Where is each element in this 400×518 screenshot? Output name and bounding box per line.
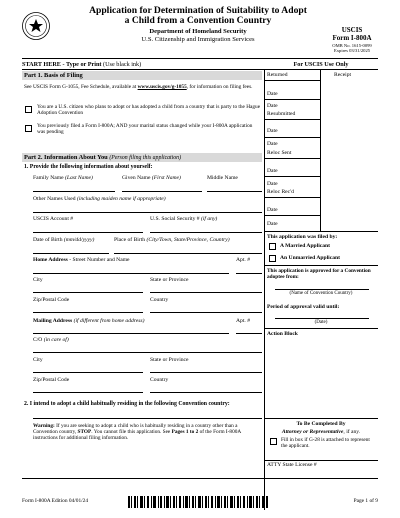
- home-state-label: State or Province: [150, 277, 189, 283]
- part2-item1: 1. Provide the following information about yourself:: [24, 164, 153, 170]
- home-city-label: City: [33, 277, 43, 283]
- sidebar-rule-3: [264, 119, 320, 120]
- header-rule: [22, 69, 378, 70]
- home-address-label: Home Address - Street Number and Name: [33, 257, 130, 263]
- g28-label: Fill in box if G-28 is attached to represent the applicant.: [281, 437, 370, 450]
- barcode: [128, 495, 268, 507]
- part2-heading: Part 2. Information About You (Person filing this application): [22, 153, 262, 162]
- ssn-field[interactable]: [150, 223, 262, 233]
- other-names-label: Other Names Used (including maiden name if appropriate): [33, 196, 166, 202]
- resubmitted-date2-label: Date: [267, 141, 278, 147]
- sidebar-bottom-rule: [22, 478, 378, 479]
- sidebar-rule-10: [264, 265, 378, 266]
- other-names-field[interactable]: [33, 203, 262, 213]
- home-country-field[interactable]: [150, 303, 262, 313]
- dob-label: Date of Birth (mm/dd/yyyy): [33, 237, 95, 243]
- g28-checkbox[interactable]: [270, 438, 277, 445]
- sidebar-rule-1: [264, 80, 320, 81]
- receipt-label: Receipt: [334, 72, 352, 78]
- sidebar-rule-7: [264, 197, 320, 198]
- sidebar-rule-8: [264, 215, 320, 216]
- department-name: Department of Homeland Security: [149, 28, 247, 35]
- mailing-country-field[interactable]: [150, 383, 262, 393]
- warning-text: Warning: If you are seeking to adopt a child who is habitually residing in a country other than a Convention country, STOP. You cannot file this application. See Pages 1 to 2 of the Form I-800A instructions for additional filing information.: [33, 423, 241, 442]
- resubmitted-label: Resubmitted: [267, 111, 296, 117]
- filed-by-label: This application was filed by:: [267, 234, 338, 240]
- approval-period-label: Period of approval valid until:: [267, 304, 340, 310]
- reloc-sent-date-label: Date: [267, 168, 278, 174]
- resubmitted-date-label: Date: [267, 128, 278, 134]
- sidebar-divider: [320, 69, 321, 232]
- home-apt-field[interactable]: [236, 264, 262, 274]
- convention-country-line: [275, 289, 369, 290]
- attorney-label: Attorney or Representative, if any.: [281, 429, 361, 435]
- home-zip-label: Zip/Postal Code: [33, 297, 70, 303]
- home-zip-field[interactable]: [33, 303, 143, 313]
- mailing-address-label: Mailing Address (if different from home address): [33, 318, 145, 324]
- given-name-label: Given Name (First Name): [122, 175, 181, 181]
- reloc-recd-label: Reloc Rec'd: [267, 189, 294, 195]
- mailing-state-field[interactable]: [150, 363, 262, 373]
- married-label: A Married Applicant: [280, 243, 331, 249]
- given-name-field[interactable]: [122, 182, 202, 192]
- form-number-label: Form I-800A: [332, 34, 372, 42]
- middle-name-field[interactable]: [207, 182, 262, 192]
- married-checkbox[interactable]: [269, 243, 276, 250]
- form-edition: Form I-800A Edition 04/01/24: [22, 498, 89, 504]
- part1-heading: Part 1. Basis of Filing: [22, 71, 262, 80]
- basis-option1-checkbox[interactable]: [25, 106, 32, 113]
- sidebar-rule-2: [264, 99, 320, 100]
- form-title-line2: a Child from a Convention Country: [124, 15, 272, 26]
- dhs-seal: [22, 12, 50, 40]
- middle-name-label: Middle Name: [207, 175, 238, 181]
- agency-name: U.S. Citizenship and Immigration Services: [141, 36, 255, 43]
- sidebar-rule-4: [264, 137, 320, 138]
- mailing-zip-field[interactable]: [33, 383, 143, 393]
- home-apt-label: Apt. #: [236, 257, 250, 263]
- unmarried-checkbox[interactable]: [269, 255, 276, 262]
- basis-option2-checkbox[interactable]: [25, 125, 32, 132]
- mailing-apt-label: Apt. #: [236, 318, 250, 324]
- atty-license-label: ATTY State License #: [267, 462, 317, 468]
- mailing-city-field[interactable]: [33, 363, 143, 373]
- sidebar-rule-5: [264, 158, 320, 159]
- top-rule: [22, 58, 378, 59]
- family-name-label: Family Name (Last Name): [33, 175, 93, 181]
- sidebar-rule-9: [264, 231, 378, 232]
- pob-label: Place of Birth (City/Town, State/Province, Country): [114, 237, 230, 243]
- uscis-account-label: USCIS Account #: [33, 216, 74, 222]
- home-state-field[interactable]: [150, 283, 262, 293]
- basis-option2-label: You previously filed a Form I-800A; AND your marital status changed while your I-800A application was pending: [37, 123, 253, 136]
- home-street-field[interactable]: [33, 264, 229, 274]
- omb-expires: Expires 03/31/2025: [333, 48, 371, 53]
- fee-info: See USCIS Form G-1055, Fee Schedule, available at www.uscis.gov/g-1055, for information on filing fees.: [24, 84, 253, 90]
- returned-label: Returned: [267, 72, 288, 78]
- uscis-account-field[interactable]: [33, 223, 143, 233]
- part2-item2: 2. I intend to adopt a child habitually residing in the following Convention country:: [24, 401, 230, 407]
- completed-by-label: To Be Completed By: [296, 421, 346, 427]
- page-number: Page 1 of 9: [353, 498, 378, 504]
- reloc-recd-date2-label: Date: [267, 221, 278, 227]
- home-country-label: Country: [150, 297, 169, 303]
- mailing-country-label: Country: [150, 377, 169, 383]
- home-city-field[interactable]: [33, 283, 143, 293]
- returned-date2-label: Date: [267, 103, 278, 109]
- mailing-street-field[interactable]: [33, 324, 229, 334]
- sidebar-rule-13: [264, 460, 378, 461]
- sidebar-left-border: [264, 69, 265, 510]
- ssn-label: U.S. Social Security # (if any): [150, 216, 218, 222]
- action-block-label: Action Block: [267, 331, 298, 337]
- mailing-city-label: City: [33, 357, 43, 363]
- mailing-apt-field[interactable]: [236, 324, 262, 334]
- omb-number: OMB No. 1615-0099: [332, 43, 372, 48]
- approved-for-label: This application is approved for a Convention adoptee from:: [267, 268, 371, 281]
- sidebar-rule-11: [264, 328, 378, 329]
- start-here: START HERE - Type or Print (Use black ink): [22, 61, 142, 68]
- basis-option1-label: You are a U.S. citizen who plans to adopt or has adopted a child from a country that is party to the Hague Adoption Convention: [37, 104, 261, 117]
- fee-schedule-link[interactable]: www.uscis.gov/g-1055: [137, 84, 187, 90]
- approval-date-line: [275, 318, 369, 319]
- reloc-recd-date-label: Date: [267, 207, 278, 213]
- pob-field[interactable]: [114, 244, 262, 254]
- family-name-field[interactable]: [33, 182, 115, 192]
- co-field[interactable]: [33, 343, 262, 353]
- unmarried-label: An Unmarried Applicant: [280, 255, 340, 261]
- convention-country-caption: (Name of Convention Country): [289, 291, 353, 296]
- form-agency-label: USCIS: [341, 26, 363, 34]
- dob-field[interactable]: [33, 244, 109, 254]
- convention-country-field[interactable]: [33, 409, 262, 419]
- sidebar-rule-12: [264, 418, 378, 419]
- uscis-use-only: For USCIS Use Only: [293, 61, 349, 68]
- co-label: C/O (in care of): [33, 337, 69, 343]
- returned-date-label: Date: [267, 91, 278, 97]
- reloc-sent-label: Reloc Sent: [267, 150, 292, 156]
- form-title-line1: Application for Determination of Suitability to Adopt: [89, 5, 307, 16]
- mailing-zip-label: Zip/Postal Code: [33, 377, 70, 383]
- approval-date-caption: (Date): [314, 320, 328, 325]
- sidebar-rule-6: [264, 176, 320, 177]
- mailing-state-label: State or Province: [150, 357, 189, 363]
- reloc-sent-date2-label: Date: [267, 181, 278, 187]
